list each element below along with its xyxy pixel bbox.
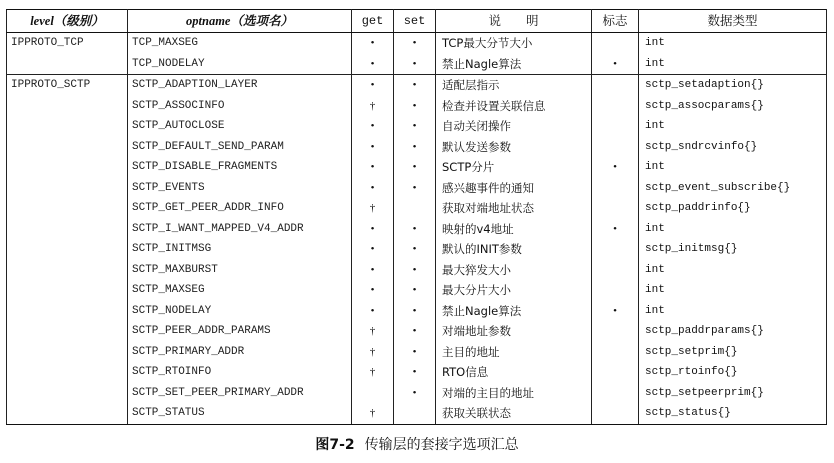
cell-datatype: sctp_sndrcvinfo{}: [639, 137, 827, 158]
cell-datatype: sctp_setpeerprim{}: [639, 383, 827, 404]
cell-level: [7, 198, 128, 219]
cell-description: 对端的主目的地址: [436, 383, 592, 404]
cell-optname: SCTP_I_WANT_MAPPED_V4_ADDR: [128, 219, 352, 240]
cell-flag: [592, 75, 639, 96]
header-level: level（级别）: [7, 10, 128, 33]
header-optname: optname（选项名）: [128, 10, 352, 33]
cell-optname: SCTP_AUTOCLOSE: [128, 116, 352, 137]
cell-datatype: sctp_paddrinfo{}: [639, 198, 827, 219]
cell-description: 对端地址参数: [436, 321, 592, 342]
cell-level: [7, 280, 128, 301]
figure-caption: [0, 434, 834, 454]
cell-set: •: [394, 362, 436, 383]
table-row: [7, 96, 827, 117]
cell-description: 检查并设置关联信息: [436, 96, 592, 117]
table-header-row: [7, 10, 827, 33]
cell-datatype: int: [639, 116, 827, 137]
cell-description: 禁止Nagle算法: [436, 301, 592, 322]
cell-set: [394, 403, 436, 424]
cell-level: IPPROTO_SCTP: [7, 75, 128, 96]
table-row: [7, 342, 827, 363]
cell-level: [7, 157, 128, 178]
cell-description: 禁止Nagle算法: [436, 54, 592, 75]
table-row: [7, 321, 827, 342]
cell-description: 默认的INIT参数: [436, 239, 592, 260]
table-row: [7, 239, 827, 260]
cell-optname: SCTP_PEER_ADDR_PARAMS: [128, 321, 352, 342]
cell-set: •: [394, 321, 436, 342]
cell-optname: SCTP_GET_PEER_ADDR_INFO: [128, 198, 352, 219]
cell-get: •: [352, 33, 394, 54]
cell-flag: •: [592, 157, 639, 178]
table-row: [7, 178, 827, 199]
cell-flag: [592, 280, 639, 301]
cell-flag: •: [592, 54, 639, 75]
cell-optname: SCTP_NODELAY: [128, 301, 352, 322]
cell-description: 主目的地址: [436, 342, 592, 363]
cell-optname: SCTP_ADAPTION_LAYER: [128, 75, 352, 96]
table-row: [7, 75, 827, 96]
cell-level: [7, 239, 128, 260]
cell-get: •: [352, 116, 394, 137]
cell-datatype: int: [639, 54, 827, 75]
cell-datatype: sctp_rtoinfo{}: [639, 362, 827, 383]
cell-get: •: [352, 137, 394, 158]
socket-options-table: [6, 9, 827, 425]
cell-datatype: sctp_setprim{}: [639, 342, 827, 363]
header-description: 说 明: [436, 10, 592, 33]
cell-get: †: [352, 198, 394, 219]
cell-datatype: sctp_status{}: [639, 403, 827, 424]
cell-get: †: [352, 96, 394, 117]
cell-optname: TCP_NODELAY: [128, 54, 352, 75]
cell-level: [7, 342, 128, 363]
cell-set: •: [394, 116, 436, 137]
cell-get: †: [352, 342, 394, 363]
cell-get: •: [352, 178, 394, 199]
cell-description: 最大猝发大小: [436, 260, 592, 281]
cell-flag: •: [592, 301, 639, 322]
table-row: [7, 157, 827, 178]
cell-get: †: [352, 403, 394, 424]
cell-get: •: [352, 157, 394, 178]
cell-description: 感兴趣事件的通知: [436, 178, 592, 199]
cell-level: [7, 116, 128, 137]
cell-datatype: int: [639, 280, 827, 301]
cell-level: [7, 383, 128, 404]
cell-optname: SCTP_MAXSEG: [128, 280, 352, 301]
table-row: [7, 383, 827, 404]
cell-level: [7, 219, 128, 240]
cell-description: 适配层指示: [436, 75, 592, 96]
cell-set: •: [394, 260, 436, 281]
cell-datatype: sctp_setadaption{}: [639, 75, 827, 96]
cell-get: •: [352, 301, 394, 322]
table-row: [7, 198, 827, 219]
cell-level: [7, 362, 128, 383]
cell-optname: SCTP_STATUS: [128, 403, 352, 424]
cell-set: •: [394, 280, 436, 301]
cell-datatype: int: [639, 219, 827, 240]
header-datatype: 数据类型: [639, 10, 827, 33]
cell-flag: [592, 178, 639, 199]
cell-get: [352, 383, 394, 404]
cell-get: †: [352, 321, 394, 342]
cell-flag: [592, 96, 639, 117]
cell-flag: [592, 116, 639, 137]
cell-optname: SCTP_MAXBURST: [128, 260, 352, 281]
cell-level: [7, 260, 128, 281]
table-row: [7, 260, 827, 281]
cell-datatype: sctp_event_subscribe{}: [639, 178, 827, 199]
cell-level: [7, 137, 128, 158]
cell-get: •: [352, 280, 394, 301]
cell-datatype: sctp_assocparams{}: [639, 96, 827, 117]
cell-level: [7, 96, 128, 117]
header-set: set: [394, 10, 436, 33]
caption-text: 传输层的套接字选项汇总: [364, 437, 519, 453]
cell-set: •: [394, 342, 436, 363]
cell-level: [7, 321, 128, 342]
cell-set: •: [394, 54, 436, 75]
cell-set: •: [394, 157, 436, 178]
cell-optname: SCTP_PRIMARY_ADDR: [128, 342, 352, 363]
cell-optname: SCTP_EVENTS: [128, 178, 352, 199]
cell-set: •: [394, 383, 436, 404]
cell-flag: [592, 403, 639, 424]
table-row: [7, 116, 827, 137]
table-row: [7, 54, 827, 75]
cell-set: •: [394, 96, 436, 117]
cell-flag: [592, 198, 639, 219]
cell-description: TCP最大分节大小: [436, 33, 592, 54]
cell-set: •: [394, 178, 436, 199]
table-row: [7, 33, 827, 54]
cell-optname: SCTP_ASSOCINFO: [128, 96, 352, 117]
cell-get: •: [352, 54, 394, 75]
cell-flag: [592, 137, 639, 158]
cell-description: 映射的v4地址: [436, 219, 592, 240]
cell-flag: [592, 383, 639, 404]
cell-description: SCTP分片: [436, 157, 592, 178]
table-row: [7, 362, 827, 383]
cell-set: •: [394, 301, 436, 322]
document-table-wrapper: [6, 9, 826, 425]
cell-get: •: [352, 260, 394, 281]
cell-description: 最大分片大小: [436, 280, 592, 301]
cell-optname: SCTP_RTOINFO: [128, 362, 352, 383]
table-body: [7, 33, 827, 425]
cell-set: [394, 198, 436, 219]
cell-description: 获取对端地址状态: [436, 198, 592, 219]
header-flag: 标志: [592, 10, 639, 33]
cell-flag: [592, 362, 639, 383]
cell-flag: [592, 321, 639, 342]
cell-datatype: int: [639, 157, 827, 178]
cell-flag: [592, 33, 639, 54]
cell-description: 获取关联状态: [436, 403, 592, 424]
cell-get: •: [352, 219, 394, 240]
cell-datatype: sctp_initmsg{}: [639, 239, 827, 260]
cell-level: IPPROTO_TCP: [7, 33, 128, 54]
caption-number: 图7-2: [315, 437, 355, 453]
cell-get: •: [352, 75, 394, 96]
cell-optname: SCTP_SET_PEER_PRIMARY_ADDR: [128, 383, 352, 404]
table-row: [7, 280, 827, 301]
cell-description: 自动关闭操作: [436, 116, 592, 137]
cell-set: •: [394, 33, 436, 54]
cell-datatype: int: [639, 260, 827, 281]
cell-description: RTO信息: [436, 362, 592, 383]
table-row: [7, 403, 827, 424]
cell-get: •: [352, 239, 394, 260]
cell-flag: [592, 342, 639, 363]
cell-optname: SCTP_INITMSG: [128, 239, 352, 260]
cell-level: [7, 403, 128, 424]
cell-set: •: [394, 137, 436, 158]
cell-datatype: int: [639, 301, 827, 322]
cell-flag: [592, 239, 639, 260]
cell-datatype: sctp_paddrparams{}: [639, 321, 827, 342]
cell-level: [7, 178, 128, 199]
cell-datatype: int: [639, 33, 827, 54]
cell-set: •: [394, 239, 436, 260]
cell-description: 默认发送参数: [436, 137, 592, 158]
cell-level: [7, 301, 128, 322]
cell-set: •: [394, 75, 436, 96]
cell-level: [7, 54, 128, 75]
table-row: [7, 301, 827, 322]
cell-optname: TCP_MAXSEG: [128, 33, 352, 54]
cell-flag: •: [592, 219, 639, 240]
cell-set: •: [394, 219, 436, 240]
cell-optname: SCTP_DISABLE_FRAGMENTS: [128, 157, 352, 178]
table-row: [7, 137, 827, 158]
cell-flag: [592, 260, 639, 281]
cell-get: †: [352, 362, 394, 383]
header-get: get: [352, 10, 394, 33]
cell-optname: SCTP_DEFAULT_SEND_PARAM: [128, 137, 352, 158]
table-row: [7, 219, 827, 240]
